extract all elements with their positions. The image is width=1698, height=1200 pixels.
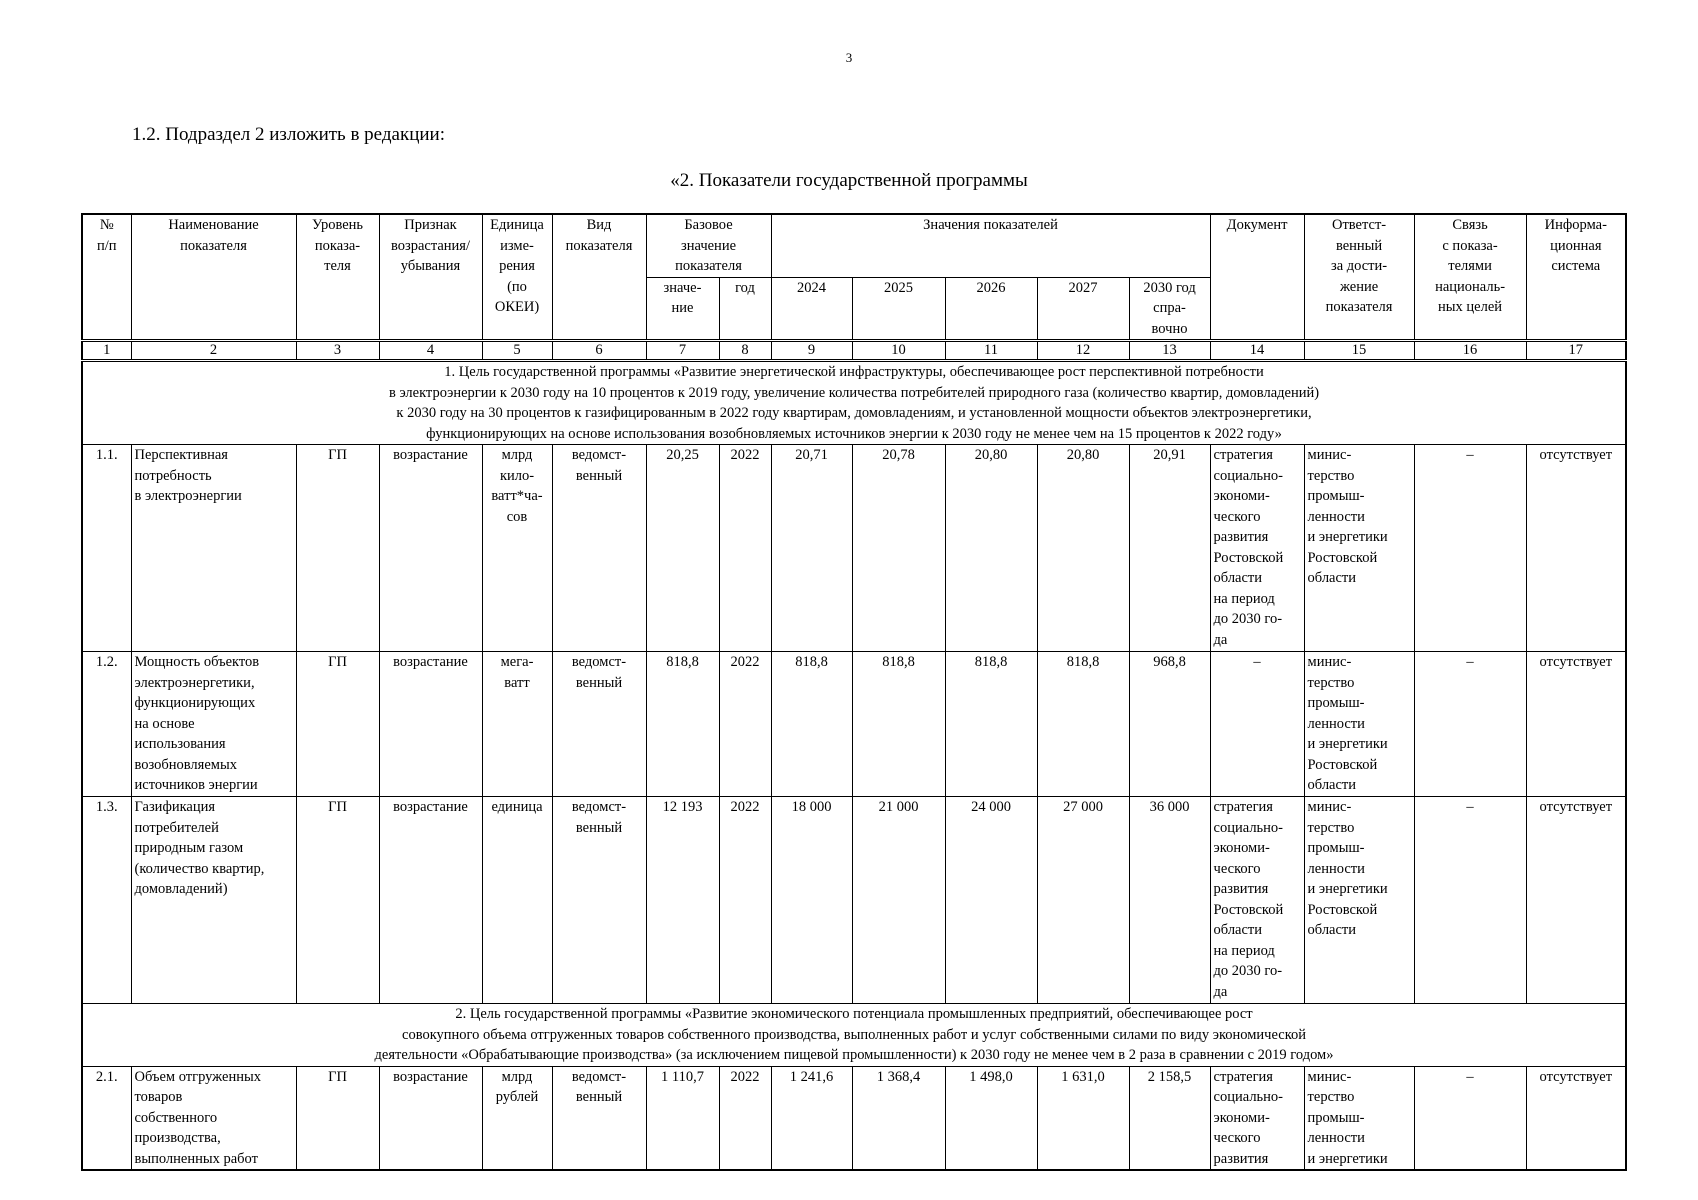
goal-row	[82, 361, 1626, 445]
row-base-year: 2022	[719, 445, 771, 652]
header-2024: 2024	[771, 277, 852, 341]
header-link: Связь с показа- телями националь- ных целей	[1414, 214, 1526, 341]
header-values: Значения показателей	[771, 214, 1210, 277]
header-2025: 2025	[852, 277, 945, 341]
column-number: 3	[296, 341, 379, 361]
row-unit: единица	[482, 797, 552, 1004]
column-number: 7	[646, 341, 719, 361]
header-base: Базовое значение показателя	[646, 214, 771, 277]
table-row	[82, 1066, 1626, 1170]
row-unit: млрд рублей	[482, 1066, 552, 1170]
header-info: Информа- ционная система	[1526, 214, 1626, 341]
row-level: ГП	[296, 797, 379, 1004]
row-doc: стратегия социально- экономи- ческого развития	[1210, 1066, 1304, 1170]
column-number: 8	[719, 341, 771, 361]
page-number: 3	[845, 50, 853, 65]
indicators-table	[81, 213, 1627, 1171]
column-number: 4	[379, 341, 482, 361]
row-unit: мега- ватт	[482, 652, 552, 797]
row-2026: 818,8	[945, 652, 1037, 797]
header-resp: Ответст- венный за дости- жение показателя	[1304, 214, 1414, 341]
row-info: отсутствует	[1526, 652, 1626, 797]
column-number: 13	[1129, 341, 1210, 361]
row-2024: 1 241,6	[771, 1066, 852, 1170]
goal-2-text: 2. Цель государственной программы «Развитие экономического потенциала промышленных предприятий, обеспечивающее рост совокупного объема отгруженных товаров собственного производства, выполненных работ и услуг собственными силами по виду экономической деятельности «Обрабатывающие производства» (за исключением пищевой промышленности) к 2030 году не менее чем в 2 раза в сравнении с 2019 годом»	[82, 1004, 1626, 1067]
row-level: ГП	[296, 652, 379, 797]
header-unit: Единица изме- рения (по ОКЕИ)	[482, 214, 552, 341]
row-kind: ведомст- венный	[552, 797, 646, 1004]
row-info: отсутствует	[1526, 1066, 1626, 1170]
section-title: «2. Показатели государственной программы	[670, 170, 1028, 191]
column-number: 17	[1526, 341, 1626, 361]
row-base-year: 2022	[719, 652, 771, 797]
column-number: 11	[945, 341, 1037, 361]
row-2030: 2 158,5	[1129, 1066, 1210, 1170]
column-number: 16	[1414, 341, 1526, 361]
header-2026: 2026	[945, 277, 1037, 341]
row-base-value: 12 193	[646, 797, 719, 1004]
row-2026: 24 000	[945, 797, 1037, 1004]
row-2027: 27 000	[1037, 797, 1129, 1004]
header-2027: 2027	[1037, 277, 1129, 341]
row-sign: возрастание	[379, 445, 482, 652]
row-kind: ведомст- венный	[552, 445, 646, 652]
row-base-year: 2022	[719, 797, 771, 1004]
row-2027: 20,80	[1037, 445, 1129, 652]
row-2026: 20,80	[945, 445, 1037, 652]
row-unit: млрд кило- ватт*ча- сов	[482, 445, 552, 652]
header-doc: Документ	[1210, 214, 1304, 341]
row-info: отсутствует	[1526, 797, 1626, 1004]
header-level: Уровень показа- теля	[296, 214, 379, 341]
row-2024: 20,71	[771, 445, 852, 652]
goal-1-text: 1. Цель государственной программы «Развитие энергетической инфраструктуры, обеспечивающее рост перспективной потребности в электроэнергии к 2030 году на 10 процентов к 2019 году, увеличение количества потребителей природного газа (количество квартир, домовладений) к 2030 году на 30 процентов к газифицированным в 2022 году квартирам, домовладениям, и установленной мощности объектов электроэнергетики, функционирующих на основе использования возобновляемых источников энергии к 2030 году не менее чем на 15 процентов к 2022 году»	[82, 361, 1626, 445]
row-resp: минис- терство промыш- ленности и энергетики Ростовской области	[1304, 797, 1414, 1004]
row-2030: 968,8	[1129, 652, 1210, 797]
column-number: 12	[1037, 341, 1129, 361]
row-2025: 1 368,4	[852, 1066, 945, 1170]
row-doc: стратегия социально- экономи- ческого развития Ростовской области на период до 2030 го- да	[1210, 797, 1304, 1004]
header-sign: Признак возрастания/ убывания	[379, 214, 482, 341]
row-kind: ведомст- венный	[552, 1066, 646, 1170]
column-number: 15	[1304, 341, 1414, 361]
header-base-year: год	[719, 277, 771, 341]
row-num: 1.1.	[82, 445, 131, 652]
table-row	[82, 797, 1626, 1004]
goal-row	[82, 1004, 1626, 1067]
row-2027: 818,8	[1037, 652, 1129, 797]
row-2030: 20,91	[1129, 445, 1210, 652]
row-num: 1.3.	[82, 797, 131, 1004]
table-row	[82, 445, 1626, 652]
column-number: 9	[771, 341, 852, 361]
row-2027: 1 631,0	[1037, 1066, 1129, 1170]
row-num: 1.2.	[82, 652, 131, 797]
column-number: 6	[552, 341, 646, 361]
row-resp: минис- терство промыш- ленности и энергетики	[1304, 1066, 1414, 1170]
column-numbers-row	[82, 341, 1626, 361]
row-sign: возрастание	[379, 652, 482, 797]
row-2024: 18 000	[771, 797, 852, 1004]
column-number: 5	[482, 341, 552, 361]
row-info: отсутствует	[1526, 445, 1626, 652]
row-link: –	[1414, 445, 1526, 652]
column-number: 14	[1210, 341, 1304, 361]
row-base-value: 20,25	[646, 445, 719, 652]
row-doc: стратегия социально- экономи- ческого развития Ростовской области на период до 2030 го- да	[1210, 445, 1304, 652]
row-base-year: 2022	[719, 1066, 771, 1170]
column-number: 1	[82, 341, 131, 361]
row-link: –	[1414, 1066, 1526, 1170]
row-name: Мощность объектов электроэнергетики, функционирующих на основе использования возобновляемых источников энергии	[131, 652, 296, 797]
row-level: ГП	[296, 1066, 379, 1170]
row-base-value: 1 110,7	[646, 1066, 719, 1170]
header-num: № п/п	[82, 214, 131, 341]
column-number: 10	[852, 341, 945, 361]
row-link: –	[1414, 797, 1526, 1004]
row-level: ГП	[296, 445, 379, 652]
row-name: Объем отгруженных товаров собственного производства, выполненных работ	[131, 1066, 296, 1170]
row-name: Перспективная потребность в электроэнергии	[131, 445, 296, 652]
row-2025: 818,8	[852, 652, 945, 797]
header-base-value: значе- ние	[646, 277, 719, 341]
row-resp: минис- терство промыш- ленности и энергетики Ростовской области	[1304, 445, 1414, 652]
row-kind: ведомст- венный	[552, 652, 646, 797]
row-num: 2.1.	[82, 1066, 131, 1170]
table-row	[82, 652, 1626, 797]
header-row	[82, 214, 1626, 277]
row-base-value: 818,8	[646, 652, 719, 797]
row-sign: возрастание	[379, 1066, 482, 1170]
column-number: 2	[131, 341, 296, 361]
row-2030: 36 000	[1129, 797, 1210, 1004]
row-name: Газификация потребителей природным газом (количество квартир, домовладений)	[131, 797, 296, 1004]
header-kind: Вид показателя	[552, 214, 646, 341]
row-resp: минис- терство промыш- ленности и энергетики Ростовской области	[1304, 652, 1414, 797]
row-doc: –	[1210, 652, 1304, 797]
row-link: –	[1414, 652, 1526, 797]
row-2024: 818,8	[771, 652, 852, 797]
header-2030: 2030 год спра- вочно	[1129, 277, 1210, 341]
row-2025: 20,78	[852, 445, 945, 652]
row-sign: возрастание	[379, 797, 482, 1004]
header-name: Наименование показателя	[131, 214, 296, 341]
row-2026: 1 498,0	[945, 1066, 1037, 1170]
row-2025: 21 000	[852, 797, 945, 1004]
intro-paragraph: 1.2. Подраздел 2 изложить в редакции:	[132, 124, 445, 145]
